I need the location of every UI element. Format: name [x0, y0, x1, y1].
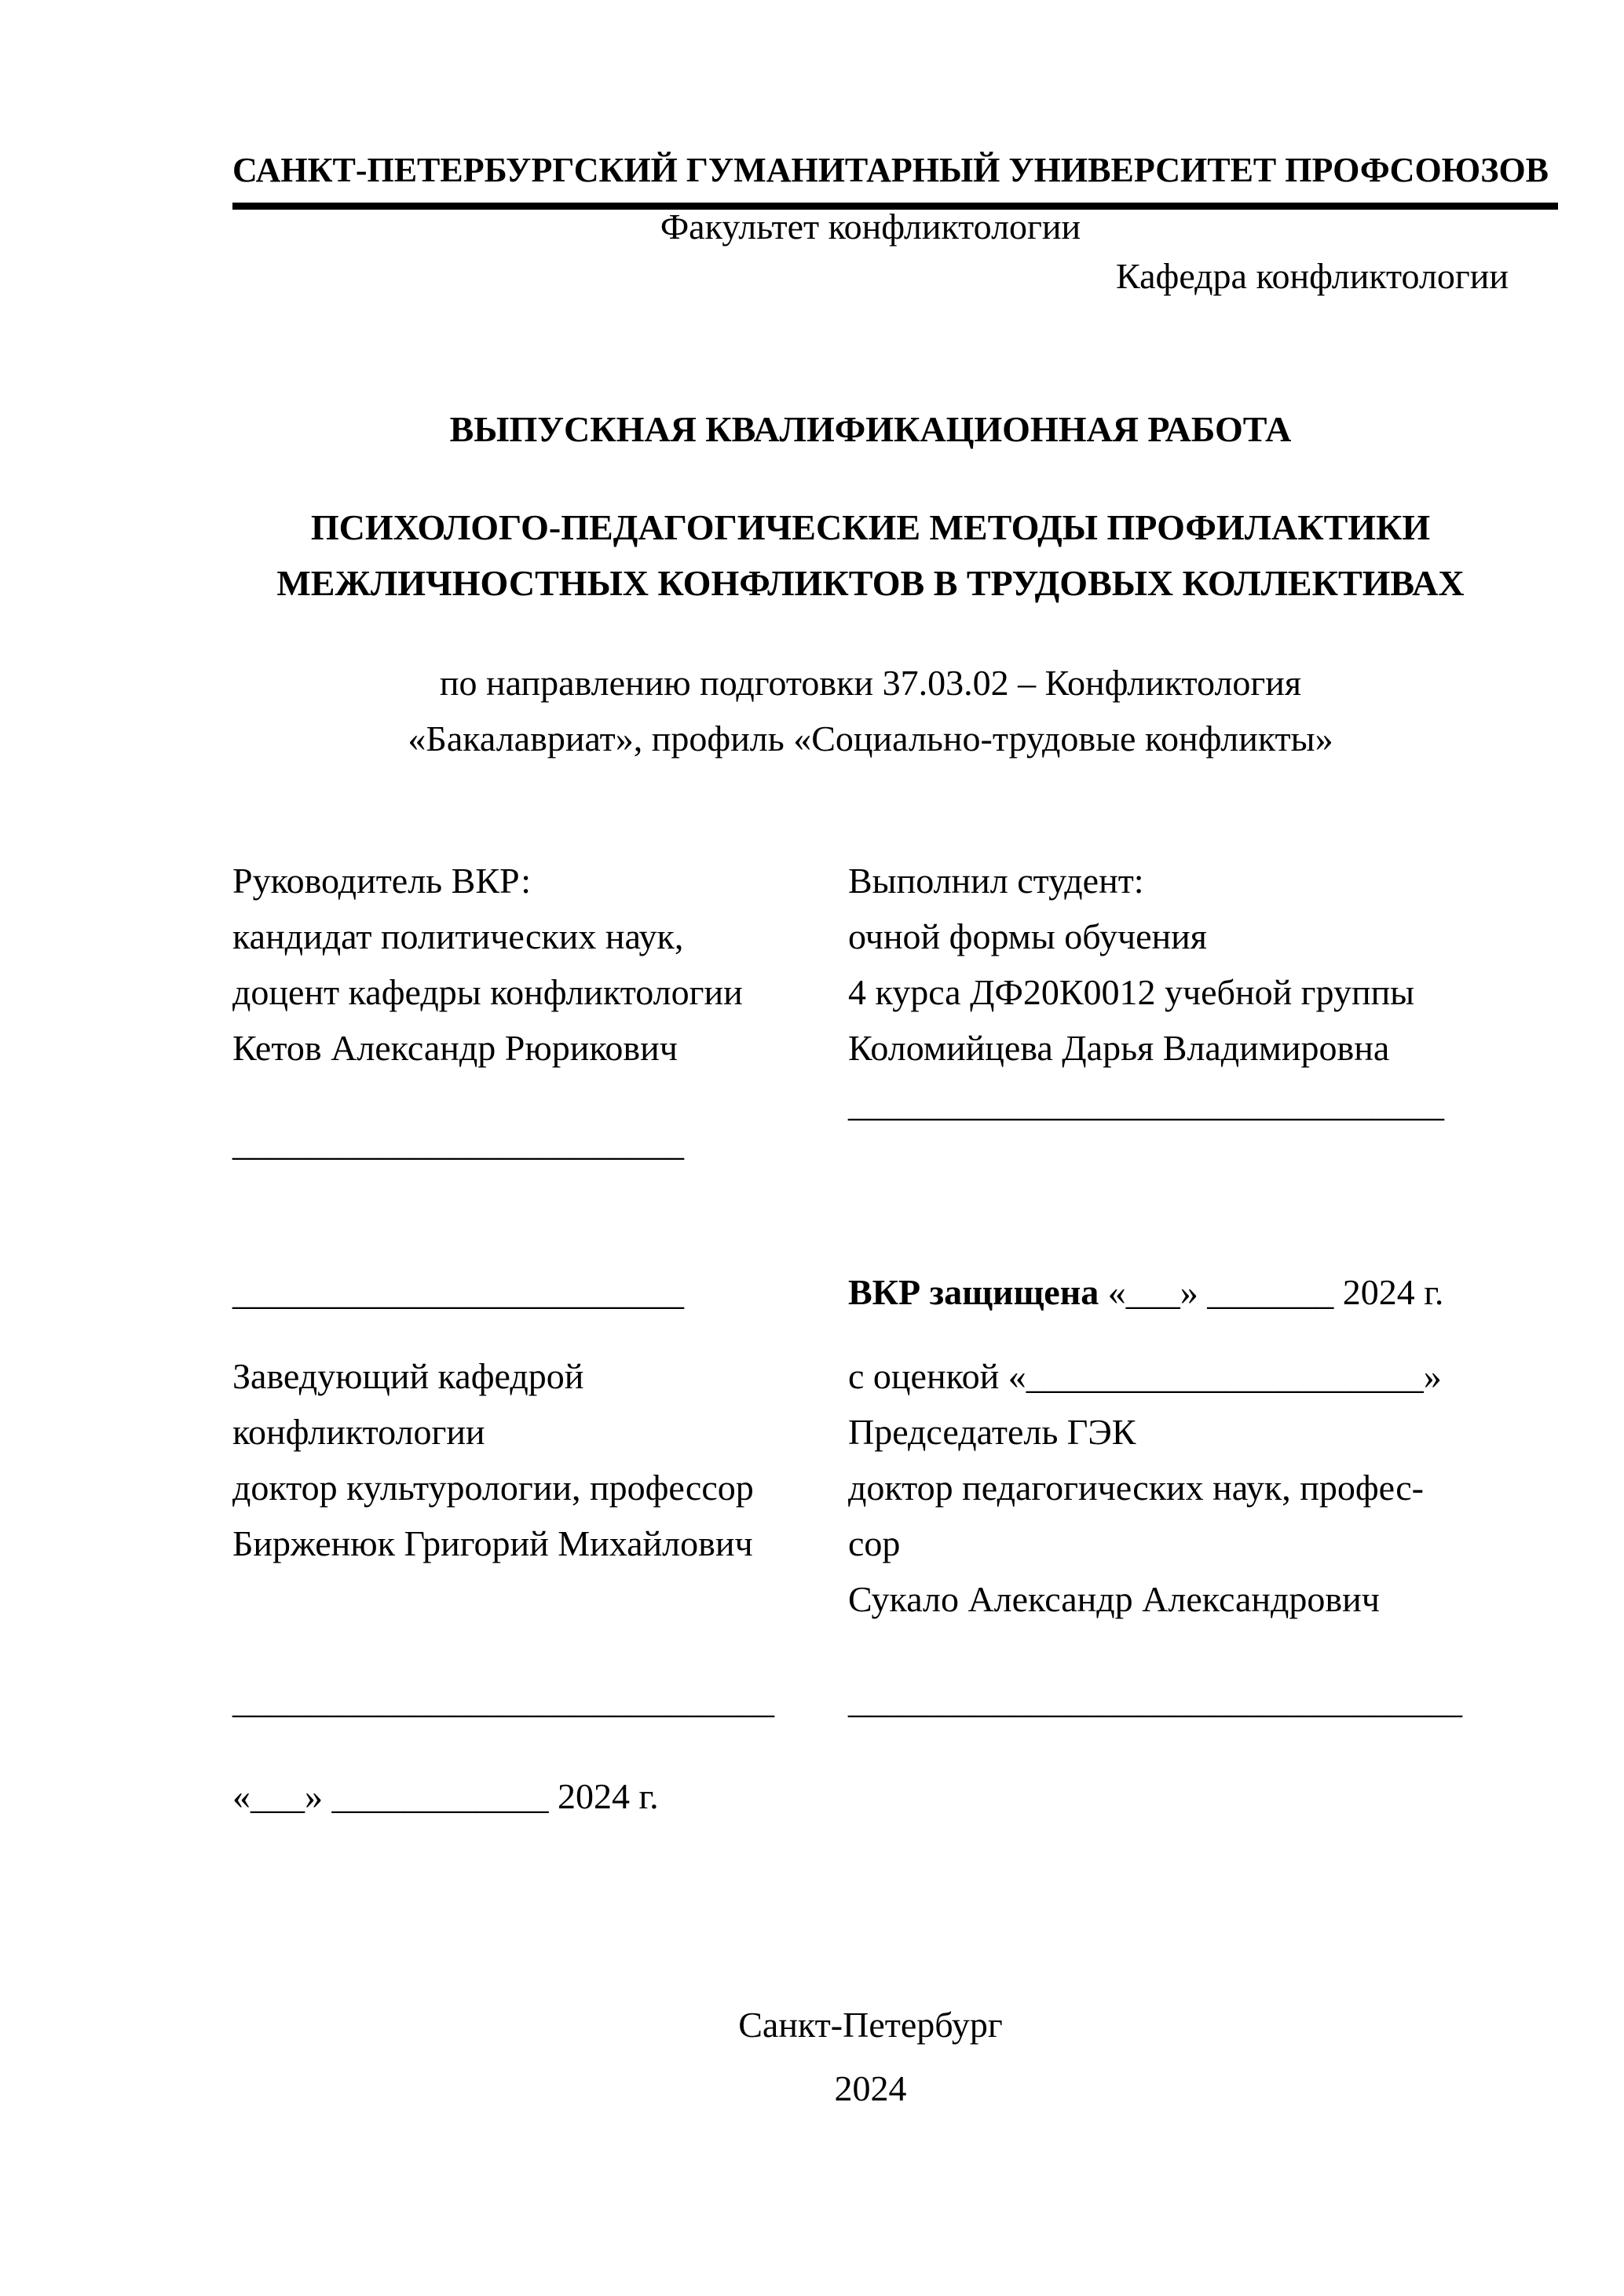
chairman-signature-line: __________________________________ [848, 1680, 1462, 1720]
supervisor-degree: кандидат политических наук, [232, 916, 684, 956]
thesis-title-line2: МЕЖЛИЧНОСТНЫХ КОНФЛИКТОВ В ТРУДОВЫХ КОЛЛЕКТИВАХ [276, 563, 1465, 603]
thesis-title-line1: ПСИХОЛОГО-ПЕДАГОГИЧЕСКИЕ МЕТОДЫ ПРОФИЛАКТИКИ [310, 507, 1431, 547]
student-group: 4 курса ДФ20К0012 учебной группы [848, 972, 1415, 1012]
supervisor-label: Руководитель ВКР: [232, 861, 532, 901]
head-name: Бирженюк Григорий Михайлович [232, 1523, 753, 1563]
thesis-title [232, 499, 1509, 611]
grade-prefix: с оценкой « [848, 1356, 1026, 1396]
head-position-line2: конфликтологии [232, 1412, 485, 1452]
university-name: САНКТ-ПЕТЕРБУРГСКИЙ ГУМАНИТАРНЫЙ УНИВЕРСИТЕТ ПРОФСОЮЗОВ [232, 151, 1549, 189]
work-type-heading: ВЫПУСКНАЯ КВАЛИФИКАЦИОННАЯ РАБОТА [449, 409, 1292, 449]
head-of-department-block [232, 1348, 845, 1571]
chairman-name: Сукало Александр Александрович [848, 1579, 1380, 1619]
program-direction: по направлению подготовки 37.03.02 – Конфликтология [439, 663, 1302, 703]
program-info [232, 655, 1509, 766]
student-name: Коломийцева Дарья Владимировна [848, 1028, 1390, 1068]
defense-date-line [848, 1264, 1443, 1320]
supervisor-signature-line-2: _________________________ [232, 1272, 684, 1312]
grade-line [848, 1348, 1571, 1404]
student-label: Выполнил студент: [848, 861, 1144, 901]
supervisor-block [232, 853, 845, 1076]
supervisor-name: Кетов Александр Рюрикович [232, 1028, 678, 1068]
defense-label-space [1099, 1272, 1108, 1312]
defense-date-blank: «___» _______ 2024 г. [1107, 1272, 1444, 1312]
head-signature-line: ______________________________ [232, 1680, 774, 1720]
chairman-degree-line1: доктор педагогических наук, профес- [848, 1468, 1424, 1508]
chairman-title: Председатель ГЭК [848, 1412, 1136, 1452]
grade-and-chairman-block [848, 1348, 1571, 1627]
supervisor-position: доцент кафедры конфликтологии [232, 972, 743, 1012]
faculty-name: Факультет конфликтологии [660, 207, 1081, 247]
grade-blank: ______________________ [1026, 1356, 1424, 1396]
student-block [848, 853, 1555, 1132]
head-degree: доктор культурологии, профессор [232, 1468, 754, 1508]
head-position-line1: Заведующий кафедрой [232, 1356, 584, 1396]
city-name: Санкт-Петербург [738, 2005, 1003, 2045]
chairman-degree-line2: сор [848, 1523, 901, 1563]
student-signature-line: _________________________________ [848, 1084, 1444, 1124]
supervisor-signature-line: _________________________ [232, 1123, 684, 1163]
year: 2024 [834, 2068, 907, 2108]
defense-label: ВКР защищена [848, 1272, 1099, 1312]
grade-suffix: » [1423, 1356, 1442, 1396]
head-date-blank: «___» ____________ 2024 г. [232, 1776, 659, 1816]
program-profile: «Бакалавриат», профиль «Социально-трудовые конфликты» [408, 718, 1333, 759]
student-study-form: очной формы обучения [848, 916, 1207, 956]
department-name: Кафедра конфликтологии [1116, 256, 1509, 296]
